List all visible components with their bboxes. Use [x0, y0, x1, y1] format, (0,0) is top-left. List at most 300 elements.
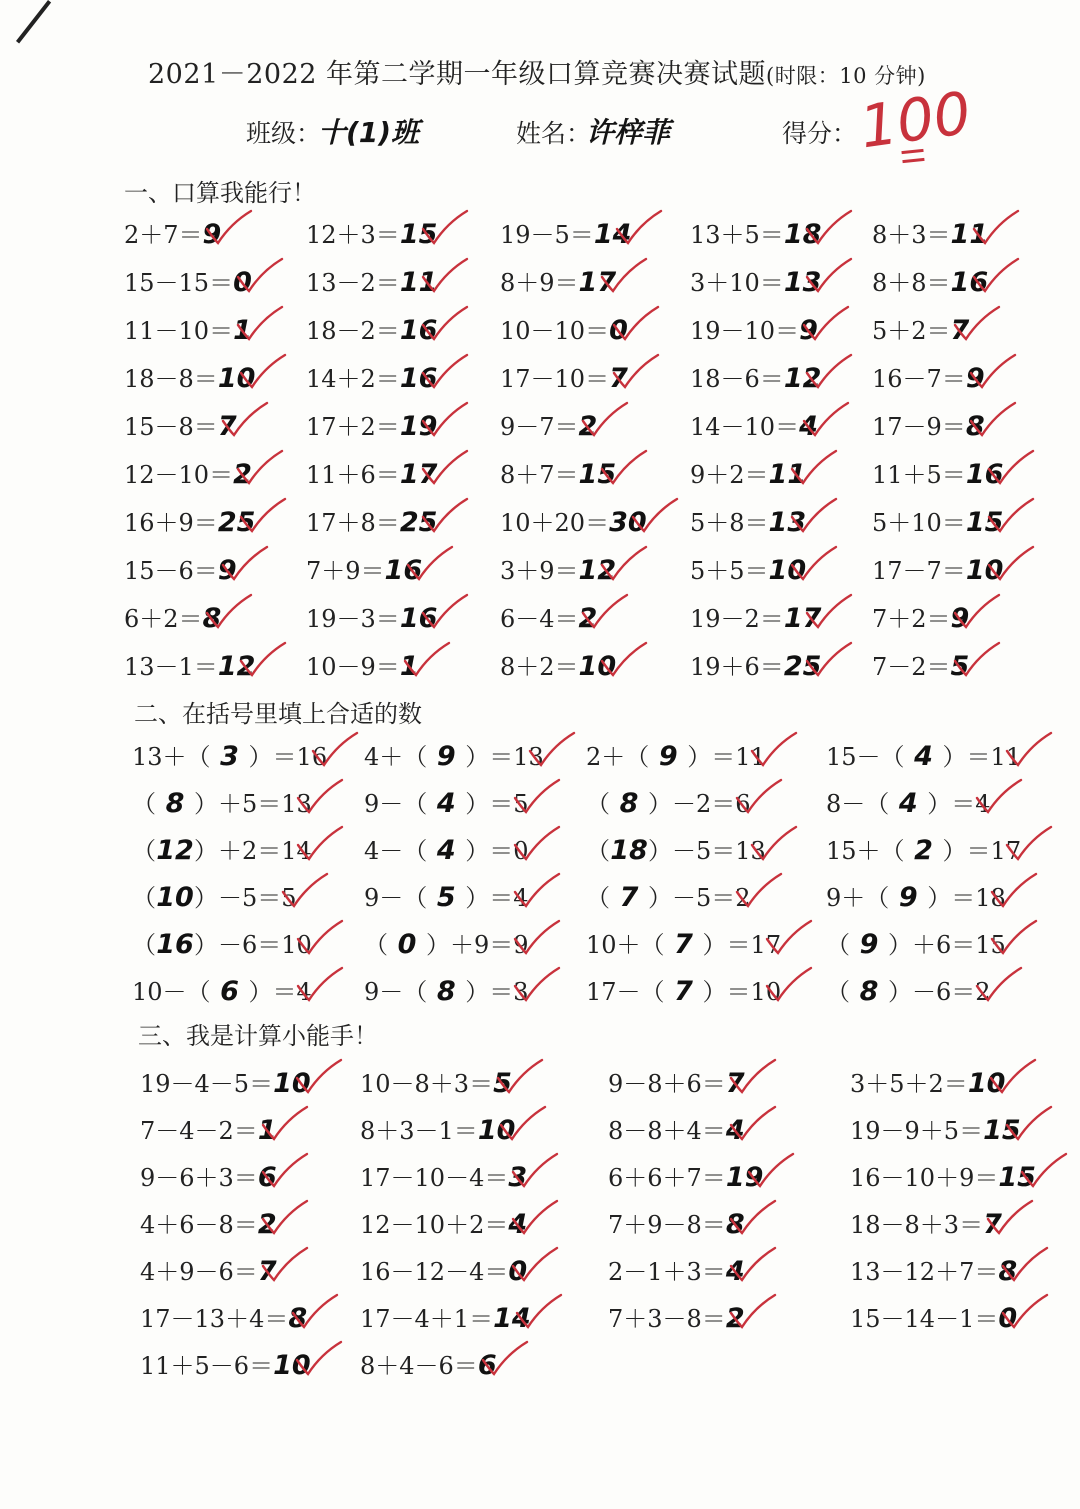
- handwritten-answer: 0: [508, 1256, 528, 1287]
- problem-expression: 10＋20＝: [500, 509, 610, 537]
- handwritten-answer: 1: [257, 1115, 277, 1146]
- handwritten-answer: 15: [965, 507, 1004, 538]
- check-mark-icon: [528, 731, 576, 767]
- handwritten-answer: 10: [768, 555, 807, 586]
- check-mark-icon: [581, 593, 629, 629]
- problem-item: [364, 878, 529, 913]
- handwritten-answer: 15: [399, 219, 438, 250]
- problem-expression: 14－10＝: [690, 413, 800, 441]
- check-mark-icon: [421, 209, 469, 245]
- problem-item: [132, 737, 327, 772]
- problem-item: [872, 455, 1003, 490]
- problem-item: [850, 1064, 1005, 1099]
- problem-expression: 19＋6＝: [690, 653, 784, 681]
- check-mark-icon: [729, 1293, 777, 1329]
- problem-item: [608, 1252, 745, 1287]
- handwritten-answer: 16: [399, 603, 438, 634]
- handwritten-answer: 0: [609, 315, 628, 346]
- check-mark-icon: [729, 1058, 777, 1094]
- handwritten-answer: 15: [578, 459, 617, 490]
- check-mark-icon: [239, 353, 287, 389]
- problem-prefix: （: [826, 931, 850, 959]
- problem-item: [500, 359, 628, 394]
- handwritten-answer: 8: [725, 1209, 745, 1240]
- problem-expression: 15－14－1＝: [850, 1305, 999, 1333]
- problem-prefix: 4＋（: [364, 743, 428, 771]
- check-mark-icon: [1001, 1246, 1049, 1282]
- check-mark-icon: [972, 209, 1020, 245]
- handwritten-answer: 10: [273, 1350, 311, 1381]
- check-mark-icon: [805, 353, 853, 389]
- check-mark-icon: [499, 1105, 547, 1141]
- handwritten-answer: 11: [768, 459, 807, 490]
- title-time-limit: (时限：10 分钟): [766, 64, 926, 88]
- handwritten-answer: 8: [202, 603, 222, 634]
- check-mark-icon: [421, 497, 469, 533]
- check-mark-icon: [421, 401, 469, 437]
- problem-expression: 3＋9＝: [500, 557, 579, 585]
- check-mark-icon: [987, 545, 1035, 581]
- handwritten-answer: 18: [783, 219, 822, 250]
- problem-item: [306, 407, 437, 442]
- problem-expression: 17＋2＝: [306, 413, 400, 441]
- handwritten-answer: 16: [156, 929, 194, 960]
- problem-expression: 18－8＝: [124, 365, 218, 393]
- check-mark-icon: [515, 1293, 563, 1329]
- name-label: 姓名：: [516, 119, 592, 148]
- check-mark-icon: [281, 872, 329, 908]
- problem-suffix: ）＋9＝9: [426, 931, 529, 959]
- problem-item: [690, 263, 821, 298]
- problem-suffix: ）＝5: [465, 790, 529, 818]
- problem-item: [826, 737, 1021, 772]
- handwritten-answer: 14: [493, 1303, 531, 1334]
- page-title: [148, 52, 926, 91]
- problem-item: [500, 455, 616, 490]
- problem-item: [850, 1205, 1002, 1240]
- problem-expression: 17－13＋4＝: [140, 1305, 289, 1333]
- check-mark-icon: [615, 209, 663, 245]
- problem-item: [826, 784, 991, 819]
- problem-item: [608, 1158, 763, 1193]
- check-mark-icon: [1020, 1152, 1068, 1188]
- handwritten-answer: 8: [436, 976, 456, 1007]
- handwritten-answer: 5: [493, 1068, 512, 1099]
- problem-expression: 11＋6＝: [306, 461, 400, 489]
- problem-expression: 11＋5＝: [872, 461, 966, 489]
- problem-item: [306, 647, 419, 682]
- problem-item: [124, 647, 255, 682]
- problem-suffix: ）＝11: [942, 743, 1022, 771]
- handwritten-answer: 6: [477, 1350, 497, 1381]
- handwritten-answer: 19: [399, 411, 438, 442]
- check-mark-icon: [790, 497, 838, 533]
- check-mark-icon: [236, 257, 284, 293]
- problem-item: [872, 263, 988, 298]
- handwritten-answer: 13: [783, 267, 822, 298]
- problem-expression: 9－6＋3＝: [140, 1164, 258, 1192]
- problem-item: [690, 647, 821, 682]
- problem-item: [124, 551, 237, 586]
- problem-item: [124, 263, 252, 298]
- problem-suffix: ）＝3: [465, 978, 529, 1006]
- problem-expression: 19－3＝: [306, 605, 400, 633]
- problem-suffix: ）＝16: [248, 743, 328, 771]
- check-mark-icon: [747, 1152, 795, 1188]
- handwritten-answer: 10: [967, 1068, 1006, 1099]
- handwritten-answer: 30: [609, 507, 647, 538]
- problem-expression: 5＋10＝: [872, 509, 966, 537]
- problem-expression: 2－1＋3＝: [608, 1258, 726, 1286]
- problem-item: [132, 925, 312, 960]
- problem-expression: 19－10＝: [690, 317, 800, 345]
- handwritten-answer: 13: [768, 507, 807, 538]
- check-mark-icon: [291, 1293, 339, 1329]
- problem-expression: 7＋2＝: [872, 605, 951, 633]
- check-mark-icon: [953, 305, 1001, 341]
- handwritten-answer: 8: [965, 411, 985, 442]
- check-mark-icon: [221, 401, 269, 437]
- check-mark-icon: [805, 257, 853, 293]
- handwritten-answer: 2: [578, 411, 598, 442]
- check-mark-icon: [986, 1199, 1034, 1235]
- problem-suffix: ）－5＝2: [648, 884, 751, 912]
- problem-expression: 18－8＋3＝: [850, 1211, 984, 1239]
- handwritten-answer: 7: [674, 976, 693, 1007]
- problem-prefix: （: [586, 837, 610, 865]
- problem-expression: 4＋6－8＝: [140, 1211, 258, 1239]
- problem-prefix: 10－（: [132, 978, 211, 1006]
- check-mark-icon: [239, 641, 287, 677]
- handwritten-answer: 8: [859, 976, 879, 1007]
- problem-item: [132, 784, 312, 819]
- handwritten-answer: 17: [399, 459, 438, 490]
- handwritten-answer: 2: [725, 1303, 745, 1334]
- handwritten-answer: 0: [998, 1303, 1018, 1334]
- problem-expression: 17－9＝: [872, 413, 966, 441]
- problem-item: [500, 263, 616, 298]
- check-mark-icon: [765, 919, 813, 955]
- problem-expression: 7＋9－8＝: [608, 1211, 726, 1239]
- problem-item: [360, 1064, 512, 1099]
- problem-suffix: ）＝0: [465, 837, 529, 865]
- problem-expression: 15－6＝: [124, 557, 218, 585]
- problem-expression: 8－8＋4＝: [608, 1117, 726, 1145]
- problem-item: [608, 1064, 745, 1099]
- problem-item: [306, 503, 437, 538]
- problem-item: [500, 551, 616, 586]
- problem-item: [306, 599, 437, 634]
- problem-expression: 15－15＝: [124, 269, 234, 297]
- problem-item: [586, 878, 751, 913]
- handwritten-answer: 3: [508, 1162, 528, 1193]
- problem-item: [500, 647, 616, 682]
- score-value: 100: [855, 78, 975, 162]
- check-mark-icon: [239, 497, 287, 533]
- problem-item: [360, 1205, 527, 1240]
- problem-item: [608, 1299, 745, 1334]
- problem-suffix: ）＝10: [702, 978, 782, 1006]
- check-mark-icon: [513, 966, 561, 1002]
- problem-expression: 10－9＝: [306, 653, 400, 681]
- check-mark-icon: [236, 449, 284, 485]
- problem-expression: 8＋3＝: [872, 221, 951, 249]
- title-main: 2021－2022 年第二学期一年级口算竞赛决赛试题: [148, 59, 767, 90]
- problem-expression: 8＋4－6＝: [360, 1352, 478, 1380]
- check-mark-icon: [581, 401, 629, 437]
- problem-item: [360, 1111, 515, 1146]
- check-mark-icon: [790, 545, 838, 581]
- problem-item: [124, 311, 252, 346]
- handwritten-answer: 7: [674, 929, 693, 960]
- problem-item: [500, 311, 628, 346]
- check-mark-icon: [296, 966, 344, 1002]
- section-3-title: 三、我是计算小能手！: [138, 1022, 378, 1050]
- check-mark-icon: [990, 919, 1038, 955]
- problem-item: [872, 407, 985, 442]
- problem-expression: 13＋5＝: [690, 221, 784, 249]
- problem-expression: 3＋10＝: [690, 269, 784, 297]
- problem-item: [364, 784, 529, 819]
- problem-item: [690, 215, 821, 250]
- problem-item: [500, 503, 647, 538]
- handwritten-answer: 5: [950, 651, 970, 682]
- handwritten-answer: 9: [950, 603, 970, 634]
- problem-item: [586, 972, 781, 1007]
- check-mark-icon: [987, 449, 1035, 485]
- problem-suffix: ）＝4: [465, 884, 529, 912]
- handwritten-answer: 7: [725, 1068, 745, 1099]
- problem-expression: 10－8＋3＝: [360, 1070, 494, 1098]
- check-mark-icon: [987, 497, 1035, 533]
- problem-suffix: ）－6＝10: [194, 931, 312, 959]
- check-mark-icon: [1005, 1105, 1053, 1141]
- handwritten-answer: 11: [950, 219, 989, 250]
- check-mark-icon: [511, 1152, 559, 1188]
- problem-expression: 2＋7＝: [124, 221, 203, 249]
- handwritten-answer: 7: [619, 882, 639, 913]
- class-label: 班级：: [246, 119, 322, 148]
- check-mark-icon: [261, 1246, 309, 1282]
- problem-expression: 11－10＝: [124, 317, 234, 345]
- problem-item: [140, 1158, 277, 1193]
- section-1-title: 一、口算我能行！: [124, 179, 316, 207]
- problem-expression: 6＋2＝: [124, 605, 203, 633]
- check-mark-icon: [802, 401, 850, 437]
- problem-item: [690, 503, 806, 538]
- handwritten-answer: 7: [609, 363, 628, 394]
- check-mark-icon: [406, 545, 454, 581]
- problem-item: [500, 215, 631, 250]
- check-mark-icon: [1005, 825, 1053, 861]
- problem-item: [608, 1205, 745, 1240]
- problem-item: [306, 263, 437, 298]
- check-mark-icon: [790, 449, 838, 485]
- problem-expression: 11＋5－6＝: [140, 1352, 274, 1380]
- handwritten-answer: 16: [399, 315, 438, 346]
- problem-expression: 19－5＝: [500, 221, 594, 249]
- problem-item: [586, 784, 751, 819]
- handwritten-answer: 2: [578, 603, 598, 634]
- handwritten-answer: 10: [273, 1068, 311, 1099]
- check-mark-icon: [421, 305, 469, 341]
- check-mark-icon: [975, 778, 1023, 814]
- problem-item: [124, 503, 255, 538]
- check-mark-icon: [311, 731, 359, 767]
- problem-prefix: （: [132, 884, 156, 912]
- problem-suffix: ）－5＝5: [194, 884, 297, 912]
- check-mark-icon: [236, 305, 284, 341]
- problem-item: [140, 1064, 311, 1099]
- problem-item: [690, 311, 818, 346]
- problem-item: [124, 407, 237, 442]
- problem-expression: 9－8＋6＝: [608, 1070, 726, 1098]
- problem-expression: 19－9＋5＝: [850, 1117, 984, 1145]
- pencil-stroke: [16, 0, 51, 43]
- handwritten-answer: 7: [217, 411, 237, 442]
- handwritten-answer: 10: [217, 363, 256, 394]
- problem-expression: 8＋2＝: [500, 653, 579, 681]
- problem-item: [364, 925, 529, 960]
- class-value: 十(1)班: [318, 116, 420, 149]
- problem-expression: 6＋6＋7＝: [608, 1164, 726, 1192]
- problem-expression: 9－7＝: [500, 413, 579, 441]
- check-mark-icon: [261, 1152, 309, 1188]
- problem-suffix: ）＝4: [248, 978, 312, 1006]
- handwritten-answer: 25: [217, 507, 256, 538]
- handwritten-answer: 17: [783, 603, 822, 634]
- score-label: 得分：: [782, 119, 858, 148]
- handwritten-answer: 3: [220, 741, 239, 772]
- problem-suffix: ）＝18: [927, 884, 1006, 912]
- problem-prefix: 15－（: [826, 743, 905, 771]
- problem-expression: 14＋2＝: [306, 365, 400, 393]
- problem-item: [306, 215, 437, 250]
- check-mark-icon: [729, 1199, 777, 1235]
- check-mark-icon: [513, 778, 561, 814]
- handwritten-answer: 12: [217, 651, 256, 682]
- handwritten-answer: 2: [233, 459, 252, 490]
- problem-expression: 5＋2＝: [872, 317, 951, 345]
- handwritten-answer: 11: [399, 267, 438, 298]
- problem-expression: 7－4－2＝: [140, 1117, 258, 1145]
- problem-item: [306, 455, 437, 490]
- problem-expression: 13－12＋7＝: [850, 1258, 999, 1286]
- problem-item: [586, 925, 781, 960]
- check-mark-icon: [969, 353, 1017, 389]
- check-mark-icon: [295, 1058, 343, 1094]
- problem-expression: 4＋9－6＝: [140, 1258, 258, 1286]
- handwritten-answer: 2: [914, 835, 933, 866]
- problem-suffix: ）＝17: [942, 837, 1022, 865]
- handwritten-answer: 17: [578, 267, 617, 298]
- check-mark-icon: [969, 401, 1017, 437]
- handwritten-answer: 9: [658, 741, 678, 772]
- handwritten-answer: 10: [477, 1115, 516, 1146]
- handwritten-answer: 4: [725, 1256, 745, 1287]
- problem-prefix: 9－（: [364, 790, 428, 818]
- problem-expression: 17－10＝: [500, 365, 610, 393]
- handwritten-answer: 18: [610, 835, 648, 866]
- check-mark-icon: [600, 545, 648, 581]
- problem-expression: 3＋5＋2＝: [850, 1070, 968, 1098]
- check-mark-icon: [953, 641, 1001, 677]
- check-mark-icon: [612, 305, 660, 341]
- problem-item: [140, 1252, 277, 1287]
- handwritten-answer: 7: [983, 1209, 1002, 1240]
- problem-expression: 8＋9＝: [500, 269, 579, 297]
- problem-suffix: ）＋5＝13: [194, 790, 312, 818]
- check-mark-icon: [513, 919, 561, 955]
- problem-prefix: （: [132, 931, 156, 959]
- handwritten-answer: 9: [859, 929, 879, 960]
- handwritten-answer: 9: [799, 315, 818, 346]
- problem-expression: 8＋3－1＝: [360, 1117, 478, 1145]
- problem-expression: 17＋8＝: [306, 509, 400, 537]
- check-mark-icon: [261, 1199, 309, 1235]
- handwritten-answer: 4: [799, 411, 818, 442]
- problem-item: [690, 551, 806, 586]
- check-mark-icon: [805, 641, 853, 677]
- check-mark-icon: [511, 1199, 559, 1235]
- problem-suffix: ）＝17: [702, 931, 782, 959]
- handwritten-answer: 10: [965, 555, 1004, 586]
- problem-item: [608, 1111, 745, 1146]
- problem-item: [140, 1346, 311, 1381]
- problem-item: [586, 737, 766, 772]
- problem-expression: 15－8＝: [124, 413, 218, 441]
- problem-expression: 10－10＝: [500, 317, 610, 345]
- handwritten-answer: 15: [983, 1115, 1021, 1146]
- problem-prefix: 9－（: [364, 978, 428, 1006]
- problem-item: [872, 359, 985, 394]
- check-mark-icon: [600, 641, 648, 677]
- check-mark-icon: [729, 1246, 777, 1282]
- check-mark-icon: [1005, 731, 1053, 767]
- problem-expression: 16－12－4＝: [360, 1258, 509, 1286]
- problem-item: [690, 599, 821, 634]
- problem-item: [140, 1111, 277, 1146]
- problem-expression: 5＋5＝: [690, 557, 769, 585]
- check-mark-icon: [750, 731, 798, 767]
- problem-prefix: 13＋（: [132, 743, 211, 771]
- handwritten-answer: 16: [950, 267, 989, 298]
- problem-suffix: ）＝11: [687, 743, 766, 771]
- handwritten-answer: 19: [725, 1162, 764, 1193]
- section-2-title: 二、在括号里填上合适的数: [134, 700, 422, 728]
- check-mark-icon: [513, 825, 561, 861]
- problem-expression: 7＋3－8＝: [608, 1305, 726, 1333]
- handwritten-answer: 8: [619, 788, 639, 819]
- handwritten-answer: 1: [233, 315, 252, 346]
- problem-item: [364, 831, 529, 866]
- problem-item: [364, 972, 529, 1007]
- check-mark-icon: [990, 872, 1038, 908]
- problem-expression: 16－7＝: [872, 365, 966, 393]
- problem-suffix: ）－6＝2: [888, 978, 991, 1006]
- check-mark-icon: [1001, 1293, 1049, 1329]
- handwritten-answer: 4: [436, 835, 456, 866]
- handwritten-answer: 8: [288, 1303, 308, 1334]
- check-mark-icon: [481, 1340, 529, 1376]
- problem-suffix: ）＋6＝15: [888, 931, 1006, 959]
- handwritten-answer: 4: [436, 788, 456, 819]
- problem-expression: 13－2＝: [306, 269, 400, 297]
- problem-suffix: ）＝13: [465, 743, 544, 771]
- problem-prefix: （: [826, 978, 850, 1006]
- check-mark-icon: [496, 1058, 544, 1094]
- problem-item: [306, 551, 422, 586]
